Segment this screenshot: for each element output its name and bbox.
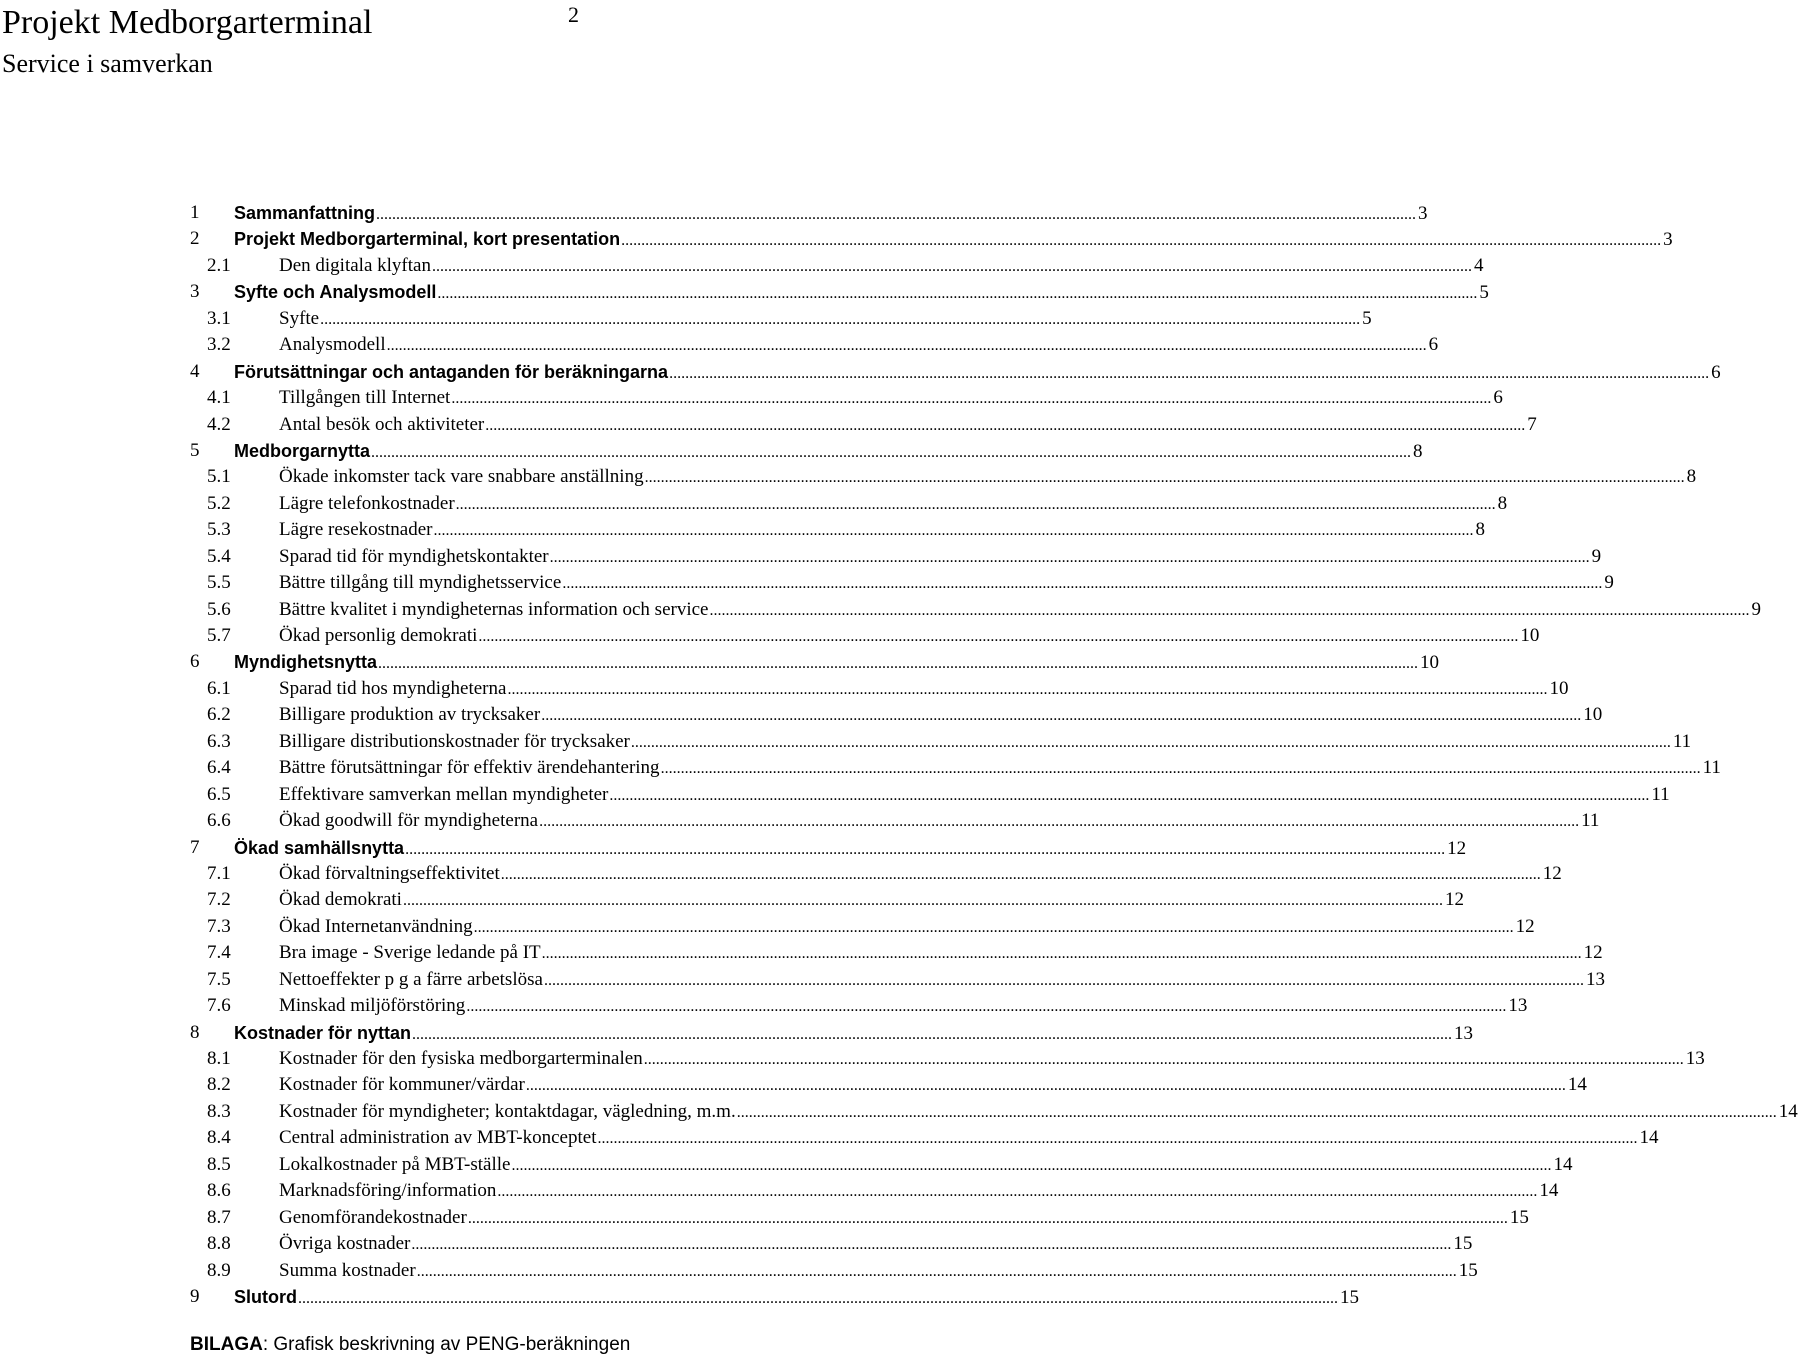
toc-entry[interactable] bbox=[190, 702, 1603, 728]
toc-entry[interactable] bbox=[190, 1020, 1474, 1046]
toc-entry[interactable] bbox=[190, 623, 1540, 649]
toc-entry[interactable] bbox=[190, 887, 1464, 913]
toc-entry[interactable] bbox=[190, 1258, 1478, 1284]
toc-dot-leader: .................................................................................................................................................................................................................................................................... bbox=[539, 813, 1580, 831]
toc-entry-body bbox=[234, 200, 1428, 228]
toc-entry[interactable] bbox=[190, 597, 1761, 623]
toc-entry-number: 7.3 bbox=[207, 915, 231, 937]
attachment-note bbox=[190, 1332, 630, 1358]
toc-entry-page: 14 bbox=[1553, 1153, 1573, 1175]
toc-entry-title: Ökade inkomster tack vare snabbare anställning bbox=[279, 466, 644, 488]
toc-dot-leader: .................................................................................................................................................................................................................................................................... bbox=[411, 1236, 1452, 1254]
toc-entry-page: 7 bbox=[1527, 413, 1537, 435]
toc-entry-page: 14 bbox=[1778, 1100, 1798, 1122]
toc-entry-body bbox=[279, 782, 1670, 809]
toc-entry-body bbox=[279, 1072, 1587, 1099]
toc-entry-body bbox=[279, 887, 1464, 914]
toc-entry-body bbox=[279, 597, 1761, 624]
toc-entry[interactable] bbox=[190, 306, 1372, 332]
toc-dot-leader: .................................................................................................................................................................................................................................................................... bbox=[669, 364, 1710, 382]
toc-entry-title: Ökad förvaltningseffektivitet bbox=[279, 862, 500, 884]
toc-entry-number: 2 bbox=[190, 228, 200, 250]
toc-entry-body bbox=[279, 464, 1697, 491]
toc-entry-page: 14 bbox=[1567, 1074, 1587, 1096]
toc-entry[interactable] bbox=[190, 835, 1467, 861]
toc-dot-leader: .................................................................................................................................................................................................................................................................... bbox=[630, 733, 1671, 751]
toc-entry-title: Kostnader för nyttan bbox=[234, 1022, 412, 1043]
toc-entry-number: 8.7 bbox=[207, 1206, 231, 1228]
toc-entry-number: 6.4 bbox=[207, 757, 231, 779]
toc-entry-number: 6.3 bbox=[207, 730, 231, 752]
toc-entry-title: Ökad personlig demokrati bbox=[279, 625, 478, 646]
toc-entry-page: 6 bbox=[1428, 334, 1439, 356]
toc-entry-body bbox=[279, 755, 1721, 782]
toc-entry-title: Minskad miljöförstöring bbox=[279, 995, 466, 1017]
toc-entry-body bbox=[279, 253, 1484, 280]
toc-dot-leader: .................................................................................................................................................................................................................................................................... bbox=[541, 945, 1582, 963]
toc-entry-title: Slutord bbox=[234, 1286, 297, 1307]
attachment-text: : Grafisk beskrivning av PENG-beräkningen bbox=[262, 1334, 631, 1355]
toc-dot-leader: .................................................................................................................................................................................................................................................................... bbox=[525, 1077, 1566, 1095]
toc-entry-number: 6.5 bbox=[207, 783, 231, 805]
toc-entry-page: 8 bbox=[1686, 466, 1697, 488]
toc-entry-page: 11 bbox=[1702, 757, 1721, 779]
document-title: Projekt Medborgarterminal bbox=[2, 4, 373, 41]
toc-entry-title: Ökad demokrati bbox=[279, 889, 402, 911]
toc-entry[interactable] bbox=[190, 1125, 1659, 1151]
toc-entry-page: 15 bbox=[1458, 1259, 1478, 1281]
toc-entry-title: Lägre telefonkostnader bbox=[279, 492, 455, 514]
toc-entry-page: 6 bbox=[1711, 361, 1721, 383]
toc-dot-leader: .................................................................................................................................................................................................................................................................... bbox=[402, 892, 1443, 910]
toc-dot-leader: .................................................................................................................................................................................................................................................................... bbox=[621, 232, 1662, 250]
toc-entry-number: 7.1 bbox=[207, 862, 231, 884]
toc-entry-title: Syfte bbox=[279, 307, 320, 329]
toc-entry[interactable] bbox=[190, 1046, 1705, 1072]
toc-entry-page: 12 bbox=[1542, 862, 1562, 884]
toc-entry[interactable] bbox=[190, 1284, 1359, 1310]
toc-dot-leader: .................................................................................................................................................................................................................................................................... bbox=[562, 575, 1603, 593]
toc-entry[interactable] bbox=[190, 940, 1603, 966]
toc-dot-leader: .................................................................................................................................................................................................................................................................... bbox=[298, 1289, 1338, 1307]
toc-entry-page: 12 bbox=[1583, 942, 1603, 964]
toc-dot-leader: .................................................................................................................................................................................................................................................................... bbox=[467, 1209, 1508, 1227]
toc-entry-body bbox=[234, 359, 1721, 387]
toc-entry-number: 9 bbox=[190, 1285, 200, 1307]
toc-entry-title: Sparad tid för myndighetskontakter bbox=[279, 545, 549, 567]
toc-entry-body bbox=[279, 385, 1503, 412]
toc-entry[interactable] bbox=[190, 438, 1423, 464]
toc-entry[interactable] bbox=[190, 914, 1535, 940]
toc-entry-title: Genomförandekostnader bbox=[279, 1206, 467, 1228]
toc-entry-body bbox=[279, 1231, 1473, 1258]
toc-entry-number: 8.2 bbox=[207, 1074, 231, 1096]
page-number: 2 bbox=[568, 2, 579, 27]
toc-entry-body bbox=[279, 967, 1605, 994]
toc-entry-title: Summa kostnader bbox=[279, 1259, 416, 1281]
toc-entry-page: 5 bbox=[1479, 282, 1489, 304]
toc-dot-leader: .................................................................................................................................................................................................................................................................... bbox=[431, 257, 1472, 275]
toc-dot-leader: .................................................................................................................................................................................................................................................................... bbox=[507, 680, 1548, 698]
toc-dot-leader: .................................................................................................................................................................................................................................................................... bbox=[511, 1156, 1552, 1174]
toc-entry-title: Analysmodell bbox=[279, 334, 386, 356]
toc-entry-title: Den digitala klyftan bbox=[279, 254, 431, 276]
toc-entry-page: 10 bbox=[1420, 652, 1440, 674]
toc-dot-leader: .................................................................................................................................................................................................................................................................... bbox=[376, 206, 1417, 223]
toc-entry-page: 13 bbox=[1585, 968, 1605, 990]
toc-entry[interactable] bbox=[190, 359, 1721, 385]
toc-entry-number: 4.1 bbox=[207, 387, 231, 409]
toc-entry-number: 8.9 bbox=[207, 1259, 231, 1281]
attachment-label: BILAGA bbox=[190, 1334, 263, 1355]
toc-entry-number: 8.3 bbox=[207, 1100, 231, 1122]
toc-entry-title: Central administration av MBT-konceptet bbox=[279, 1127, 597, 1149]
toc-entry-number: 2.1 bbox=[207, 254, 231, 276]
toc-entry-number: 5.4 bbox=[207, 545, 231, 567]
toc-dot-leader: .................................................................................................................................................................................................................................................................... bbox=[478, 628, 1519, 645]
toc-entry[interactable] bbox=[190, 517, 1486, 543]
toc-entry-title: Kostnader för kommuner/värdar bbox=[279, 1074, 525, 1096]
toc-entry[interactable] bbox=[190, 385, 1503, 411]
toc-entry-page: 12 bbox=[1515, 915, 1535, 937]
toc-entry[interactable] bbox=[190, 412, 1537, 438]
toc-entry-title: Bra image - Sverige ledande på IT bbox=[279, 942, 541, 964]
toc-entry-title: Medborgarnytta bbox=[234, 440, 371, 461]
toc-dot-leader: .................................................................................................................................................................................................................................................................... bbox=[451, 390, 1492, 408]
toc-entry-page: 10 bbox=[1549, 677, 1569, 699]
toc-entry-body bbox=[234, 1284, 1359, 1312]
toc-entry[interactable] bbox=[190, 464, 1697, 490]
toc-entry-body bbox=[279, 412, 1537, 439]
toc-entry-number: 5.5 bbox=[207, 572, 231, 594]
toc-entry-page: 12 bbox=[1447, 837, 1467, 859]
toc-dot-leader: .................................................................................................................................................................................................................................................................... bbox=[412, 1025, 1453, 1043]
toc-entry-page: 13 bbox=[1685, 1048, 1705, 1069]
toc-entry-number: 8.1 bbox=[207, 1048, 231, 1069]
toc-entry-title: Billigare produktion av trycksaker bbox=[279, 704, 541, 726]
toc-entry[interactable] bbox=[190, 967, 1605, 993]
toc-entry-page: 4 bbox=[1473, 254, 1484, 276]
toc-entry-number: 5.2 bbox=[207, 492, 231, 514]
toc-entry[interactable] bbox=[190, 200, 1428, 226]
toc-entry-number: 6.1 bbox=[207, 677, 231, 699]
toc-entry-page: 14 bbox=[1639, 1127, 1659, 1149]
toc-dot-leader: .................................................................................................................................................................................................................................................................... bbox=[416, 1262, 1457, 1280]
toc-entry-number: 8.5 bbox=[207, 1153, 231, 1175]
toc-entry-title: Kostnader för myndigheter; kontaktdagar, vägledning, m.m. bbox=[279, 1100, 736, 1122]
toc-entry-number: 7.6 bbox=[207, 995, 231, 1017]
toc-entry-number: 7.4 bbox=[207, 942, 231, 964]
toc-entry-body bbox=[279, 940, 1603, 967]
toc-entry-page: 11 bbox=[1672, 730, 1692, 752]
toc-entry-number: 8.6 bbox=[207, 1180, 231, 1202]
toc-dot-leader: .................................................................................................................................................................................................................................................................... bbox=[485, 416, 1526, 434]
toc-dot-leader: .................................................................................................................................................................................................................................................................... bbox=[378, 655, 1419, 673]
toc-entry-number: 6.6 bbox=[207, 810, 231, 832]
toc-dot-leader: .................................................................................................................................................................................................................................................................... bbox=[736, 1103, 1777, 1121]
toc-entry-title: Effektivare samverkan mellan myndigheter bbox=[279, 783, 609, 805]
toc-dot-leader: .................................................................................................................................................................................................................................................................... bbox=[405, 840, 1446, 858]
toc-entry[interactable] bbox=[190, 782, 1670, 808]
toc-dot-leader: .................................................................................................................................................................................................................................................................... bbox=[643, 1051, 1684, 1068]
toc-entry-number: 8.8 bbox=[207, 1233, 231, 1255]
toc-entry-page: 8 bbox=[1497, 492, 1508, 514]
toc-entry-body bbox=[279, 544, 1602, 571]
toc-dot-leader: .................................................................................................................................................................................................................................................................... bbox=[386, 337, 1427, 355]
toc-dot-leader: .................................................................................................................................................................................................................................................................... bbox=[320, 310, 1361, 328]
toc-entry-number: 8.4 bbox=[207, 1127, 231, 1149]
toc-entry-body bbox=[279, 306, 1372, 333]
toc-entry-body bbox=[279, 570, 1614, 597]
toc-entry-page: 10 bbox=[1520, 625, 1540, 646]
toc-entry-body bbox=[279, 729, 1692, 756]
toc-dot-leader: .................................................................................................................................................................................................................................................................... bbox=[709, 601, 1750, 619]
toc-entry-body bbox=[279, 808, 1600, 835]
toc-entry-title: Övriga kostnader bbox=[279, 1233, 411, 1255]
toc-dot-leader: .................................................................................................................................................................................................................................................................... bbox=[543, 971, 1584, 989]
toc-entry[interactable] bbox=[190, 1205, 1529, 1231]
toc-entry-page: 9 bbox=[1751, 598, 1761, 620]
toc-entry[interactable] bbox=[190, 491, 1508, 517]
toc-entry-title: Antal besök och aktiviteter bbox=[279, 413, 485, 435]
toc-entry[interactable] bbox=[190, 1099, 1798, 1125]
toc-entry[interactable] bbox=[190, 649, 1440, 675]
toc-entry-number: 4.2 bbox=[207, 413, 231, 435]
toc-entry-title: Lokalkostnader på MBT-ställe bbox=[279, 1153, 511, 1175]
toc-entry-number: 5 bbox=[190, 439, 200, 461]
toc-dot-leader: .................................................................................................................................................................................................................................................................... bbox=[466, 998, 1507, 1016]
toc-entry-title: Bättre förutsättningar för effektiv ärendehantering bbox=[279, 757, 660, 779]
toc-entry[interactable] bbox=[190, 808, 1600, 834]
toc-dot-leader: .................................................................................................................................................................................................................................................................... bbox=[660, 760, 1701, 778]
toc-entry[interactable] bbox=[190, 993, 1528, 1019]
toc-entry-page: 11 bbox=[1651, 783, 1670, 805]
toc-entry-title: Bättre tillgång till myndighetsservice bbox=[279, 572, 562, 594]
toc-entry-body bbox=[279, 702, 1603, 729]
toc-entry-number: 6 bbox=[190, 651, 200, 673]
toc-entry-number: 4 bbox=[190, 360, 200, 382]
toc-entry[interactable] bbox=[190, 570, 1614, 596]
toc-entry-title: Sparad tid hos myndigheterna bbox=[279, 677, 507, 699]
toc-entry-body bbox=[234, 1020, 1474, 1048]
toc-entry-body bbox=[279, 1178, 1559, 1205]
toc-entry-body bbox=[279, 491, 1508, 518]
toc-entry-page: 5 bbox=[1362, 307, 1372, 329]
toc-entry-title: Bättre kvalitet i myndigheternas information och service bbox=[279, 598, 709, 620]
toc-entry-title: Tillgången till Internet bbox=[279, 387, 451, 409]
toc-entry-page: 8 bbox=[1413, 440, 1423, 462]
toc-entry-page: 13 bbox=[1508, 995, 1528, 1017]
toc-entry-body bbox=[234, 649, 1440, 677]
toc-entry-title: Ökad samhällsnytta bbox=[234, 837, 405, 858]
toc-entry-number: 7.5 bbox=[207, 968, 231, 990]
toc-entry-body bbox=[279, 676, 1569, 703]
toc-entry-number: 7 bbox=[190, 836, 200, 858]
toc-entry-title: Billigare distributionskostnader för trycksaker bbox=[279, 730, 630, 752]
toc-entry-page: 13 bbox=[1454, 1022, 1474, 1044]
toc-entry-title: Förutsättningar och antaganden för beräkningarna bbox=[234, 361, 669, 382]
toc-entry-page: 9 bbox=[1604, 572, 1614, 594]
toc-entry-title: Projekt Medborgarterminal, kort presentation bbox=[234, 229, 621, 250]
toc-entry-body bbox=[279, 1125, 1659, 1152]
toc-entry[interactable] bbox=[190, 1072, 1587, 1098]
toc-entry[interactable] bbox=[190, 226, 1673, 252]
toc-entry[interactable] bbox=[190, 755, 1721, 781]
toc-entry-number: 7.2 bbox=[207, 889, 231, 911]
toc-entry-page: 3 bbox=[1418, 203, 1428, 224]
toc-entry-number: 3 bbox=[190, 281, 200, 303]
toc-entry[interactable] bbox=[190, 1178, 1559, 1204]
toc-entry-body bbox=[279, 517, 1486, 544]
toc-entry[interactable] bbox=[190, 1152, 1573, 1178]
toc-entry-page: 15 bbox=[1453, 1233, 1473, 1255]
toc-dot-leader: .................................................................................................................................................................................................................................................................... bbox=[437, 285, 1478, 303]
toc-entry-number: 5.6 bbox=[207, 598, 231, 620]
toc-entry[interactable] bbox=[190, 861, 1562, 887]
toc-entry-body bbox=[279, 1258, 1478, 1285]
toc-dot-leader: .................................................................................................................................................................................................................................................................... bbox=[609, 786, 1650, 804]
table-of-contents bbox=[190, 200, 1798, 1310]
toc-entry-body bbox=[279, 1205, 1529, 1232]
toc-entry-body bbox=[234, 835, 1467, 863]
toc-dot-leader: .................................................................................................................................................................................................................................................................... bbox=[497, 1183, 1538, 1201]
toc-entry-page: 11 bbox=[1581, 810, 1600, 832]
toc-entry-number: 1 bbox=[190, 202, 200, 223]
toc-dot-leader: .................................................................................................................................................................................................................................................................... bbox=[644, 469, 1685, 487]
toc-entry-number: 6.2 bbox=[207, 704, 231, 726]
toc-entry-number: 3.2 bbox=[207, 334, 231, 356]
toc-entry-number: 5.3 bbox=[207, 519, 231, 541]
toc-entry-page: 9 bbox=[1591, 545, 1602, 567]
toc-entry-body bbox=[279, 1046, 1705, 1073]
toc-entry-title: Sammanfattning bbox=[234, 203, 376, 223]
toc-entry-body bbox=[279, 914, 1535, 941]
toc-dot-leader: .................................................................................................................................................................................................................................................................... bbox=[433, 522, 1474, 540]
toc-entry-body bbox=[279, 993, 1528, 1020]
toc-dot-leader: .................................................................................................................................................................................................................................................................... bbox=[371, 443, 1412, 461]
toc-entry-number: 5.1 bbox=[207, 466, 231, 488]
toc-entry-page: 12 bbox=[1444, 889, 1464, 911]
toc-entry-body bbox=[234, 226, 1673, 254]
toc-entry-title: Syfte och Analysmodell bbox=[234, 282, 437, 303]
toc-entry-title: Lägre resekostnader bbox=[279, 519, 433, 541]
toc-entry-number: 5.7 bbox=[207, 625, 231, 646]
toc-entry[interactable] bbox=[190, 279, 1489, 305]
toc-entry-number: 8 bbox=[190, 1021, 200, 1043]
document-subtitle: Service i samverkan bbox=[2, 49, 213, 78]
toc-entry-title: Kostnader för den fysiska medborgarterminalen bbox=[279, 1048, 643, 1069]
toc-entry-title: Myndighetsnytta bbox=[234, 652, 378, 673]
toc-entry-title: Ökad goodwill för myndigheterna bbox=[279, 810, 539, 832]
toc-entry-title: Marknadsföring/information bbox=[279, 1180, 497, 1202]
toc-entry-body bbox=[234, 279, 1489, 307]
toc-entry-number: 3.1 bbox=[207, 307, 231, 329]
toc-entry-body bbox=[279, 1152, 1573, 1179]
toc-entry-body bbox=[279, 623, 1540, 650]
toc-dot-leader: .................................................................................................................................................................................................................................................................... bbox=[473, 918, 1514, 936]
toc-entry-title: Ökad Internetanvändning bbox=[279, 915, 473, 937]
toc-entry-body bbox=[234, 438, 1423, 466]
toc-dot-leader: .................................................................................................................................................................................................................................................................... bbox=[455, 495, 1496, 513]
toc-entry-title: Nettoeffekter p g a färre arbetslösa bbox=[279, 968, 543, 990]
toc-entry-body bbox=[279, 332, 1439, 359]
toc-entry[interactable] bbox=[190, 676, 1569, 702]
toc-dot-leader: .................................................................................................................................................................................................................................................................... bbox=[549, 548, 1590, 566]
toc-dot-leader: .................................................................................................................................................................................................................................................................... bbox=[500, 865, 1541, 883]
toc-entry-body bbox=[279, 1099, 1798, 1126]
toc-entry-body bbox=[279, 861, 1562, 888]
toc-entry-page: 8 bbox=[1475, 519, 1486, 541]
toc-entry[interactable] bbox=[190, 729, 1692, 755]
toc-entry-page: 10 bbox=[1583, 704, 1603, 726]
toc-entry-page: 3 bbox=[1663, 229, 1673, 251]
document-header bbox=[2, 0, 372, 80]
toc-dot-leader: .................................................................................................................................................................................................................................................................... bbox=[541, 707, 1582, 725]
toc-entry-page: 14 bbox=[1539, 1180, 1559, 1202]
toc-entry-page: 15 bbox=[1509, 1206, 1529, 1228]
toc-entry-page: 15 bbox=[1340, 1286, 1359, 1308]
toc-entry[interactable] bbox=[190, 253, 1484, 279]
toc-entry[interactable] bbox=[190, 1231, 1473, 1257]
toc-entry[interactable] bbox=[190, 544, 1602, 570]
toc-dot-leader: .................................................................................................................................................................................................................................................................... bbox=[597, 1130, 1638, 1148]
toc-entry-page: 6 bbox=[1493, 387, 1503, 409]
toc-entry[interactable] bbox=[190, 332, 1439, 358]
